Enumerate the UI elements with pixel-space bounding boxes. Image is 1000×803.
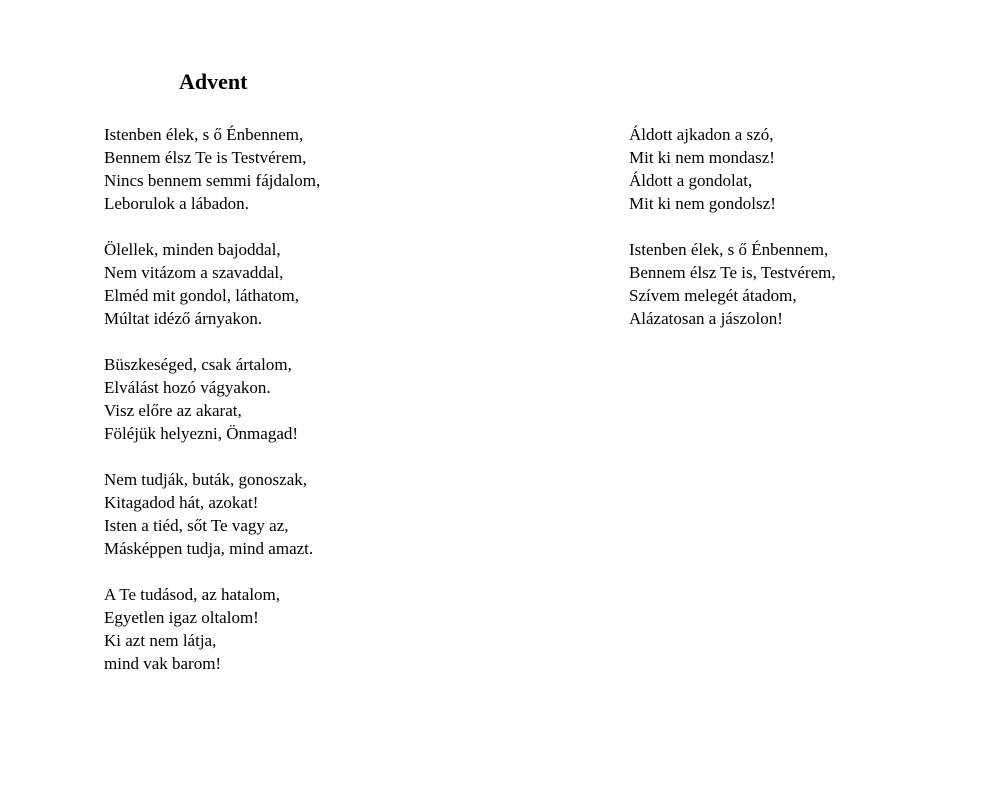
poem-line: Szívem melegét átadom, [629, 286, 797, 305]
poem-line: Áldott ajkadon a szó, [629, 125, 774, 144]
stanza [629, 238, 836, 330]
poem-line: Mit ki nem mondasz! [629, 148, 775, 167]
poem-line: Bennem élsz Te is, Testvérem, [629, 263, 836, 282]
poem-line: Föléjük helyezni, Önmagad! [104, 424, 299, 443]
stanza [104, 468, 320, 560]
stanza [104, 353, 320, 445]
poem-line: Nincs bennem semmi fájdalom, [104, 171, 321, 190]
poem-line: Múltat idéző árnyakon. [104, 309, 263, 328]
poem-column-left [104, 123, 320, 698]
poem-line: Alázatosan a jászolon! [629, 309, 783, 328]
poem-line: Mit ki nem gondolsz! [629, 194, 776, 213]
stanza [104, 583, 320, 675]
poem-line: Elméd mit gondol, láthatom, [104, 286, 300, 305]
poem-line: Isten a tiéd, sőt Te vagy az, [104, 516, 289, 535]
poem-column-right [629, 123, 836, 353]
poem-line: Visz előre az akarat, [104, 401, 242, 420]
poem-line: Ki azt nem látja, [104, 631, 217, 650]
poem-line: Bennem élsz Te is Testvérem, [104, 148, 307, 167]
poem-line: Nem tudják, buták, gonoszak, [104, 470, 308, 489]
poem-line: Áldott a gondolat, [629, 171, 753, 190]
poem-line: Büszkeséged, csak ártalom, [104, 355, 292, 374]
poem-line: Elválást hozó vágyakon. [104, 378, 271, 397]
stanza [104, 123, 320, 215]
poem-line: Másképpen tudja, mind amazt. [104, 539, 314, 558]
poem-line: Istenben élek, s ő Énbennem, [104, 125, 304, 144]
poem-title: Advent [179, 69, 248, 94]
poem-line: A Te tudásod, az hatalom, [104, 585, 281, 604]
poem-line: Nem vitázom a szavaddal, [104, 263, 284, 282]
poem-line: Leborulok a lábadon. [104, 194, 249, 213]
stanza [629, 123, 836, 215]
poem-line: Egyetlen igaz oltalom! [104, 608, 259, 627]
poem-line: Ölellek, minden bajoddal, [104, 240, 281, 259]
poem-line: Istenben élek, s ő Énbennem, [629, 240, 829, 259]
stanza [104, 238, 320, 330]
poem-line: Kitagadod hát, azokat! [104, 493, 259, 512]
poem-line: mind vak barom! [104, 654, 222, 673]
